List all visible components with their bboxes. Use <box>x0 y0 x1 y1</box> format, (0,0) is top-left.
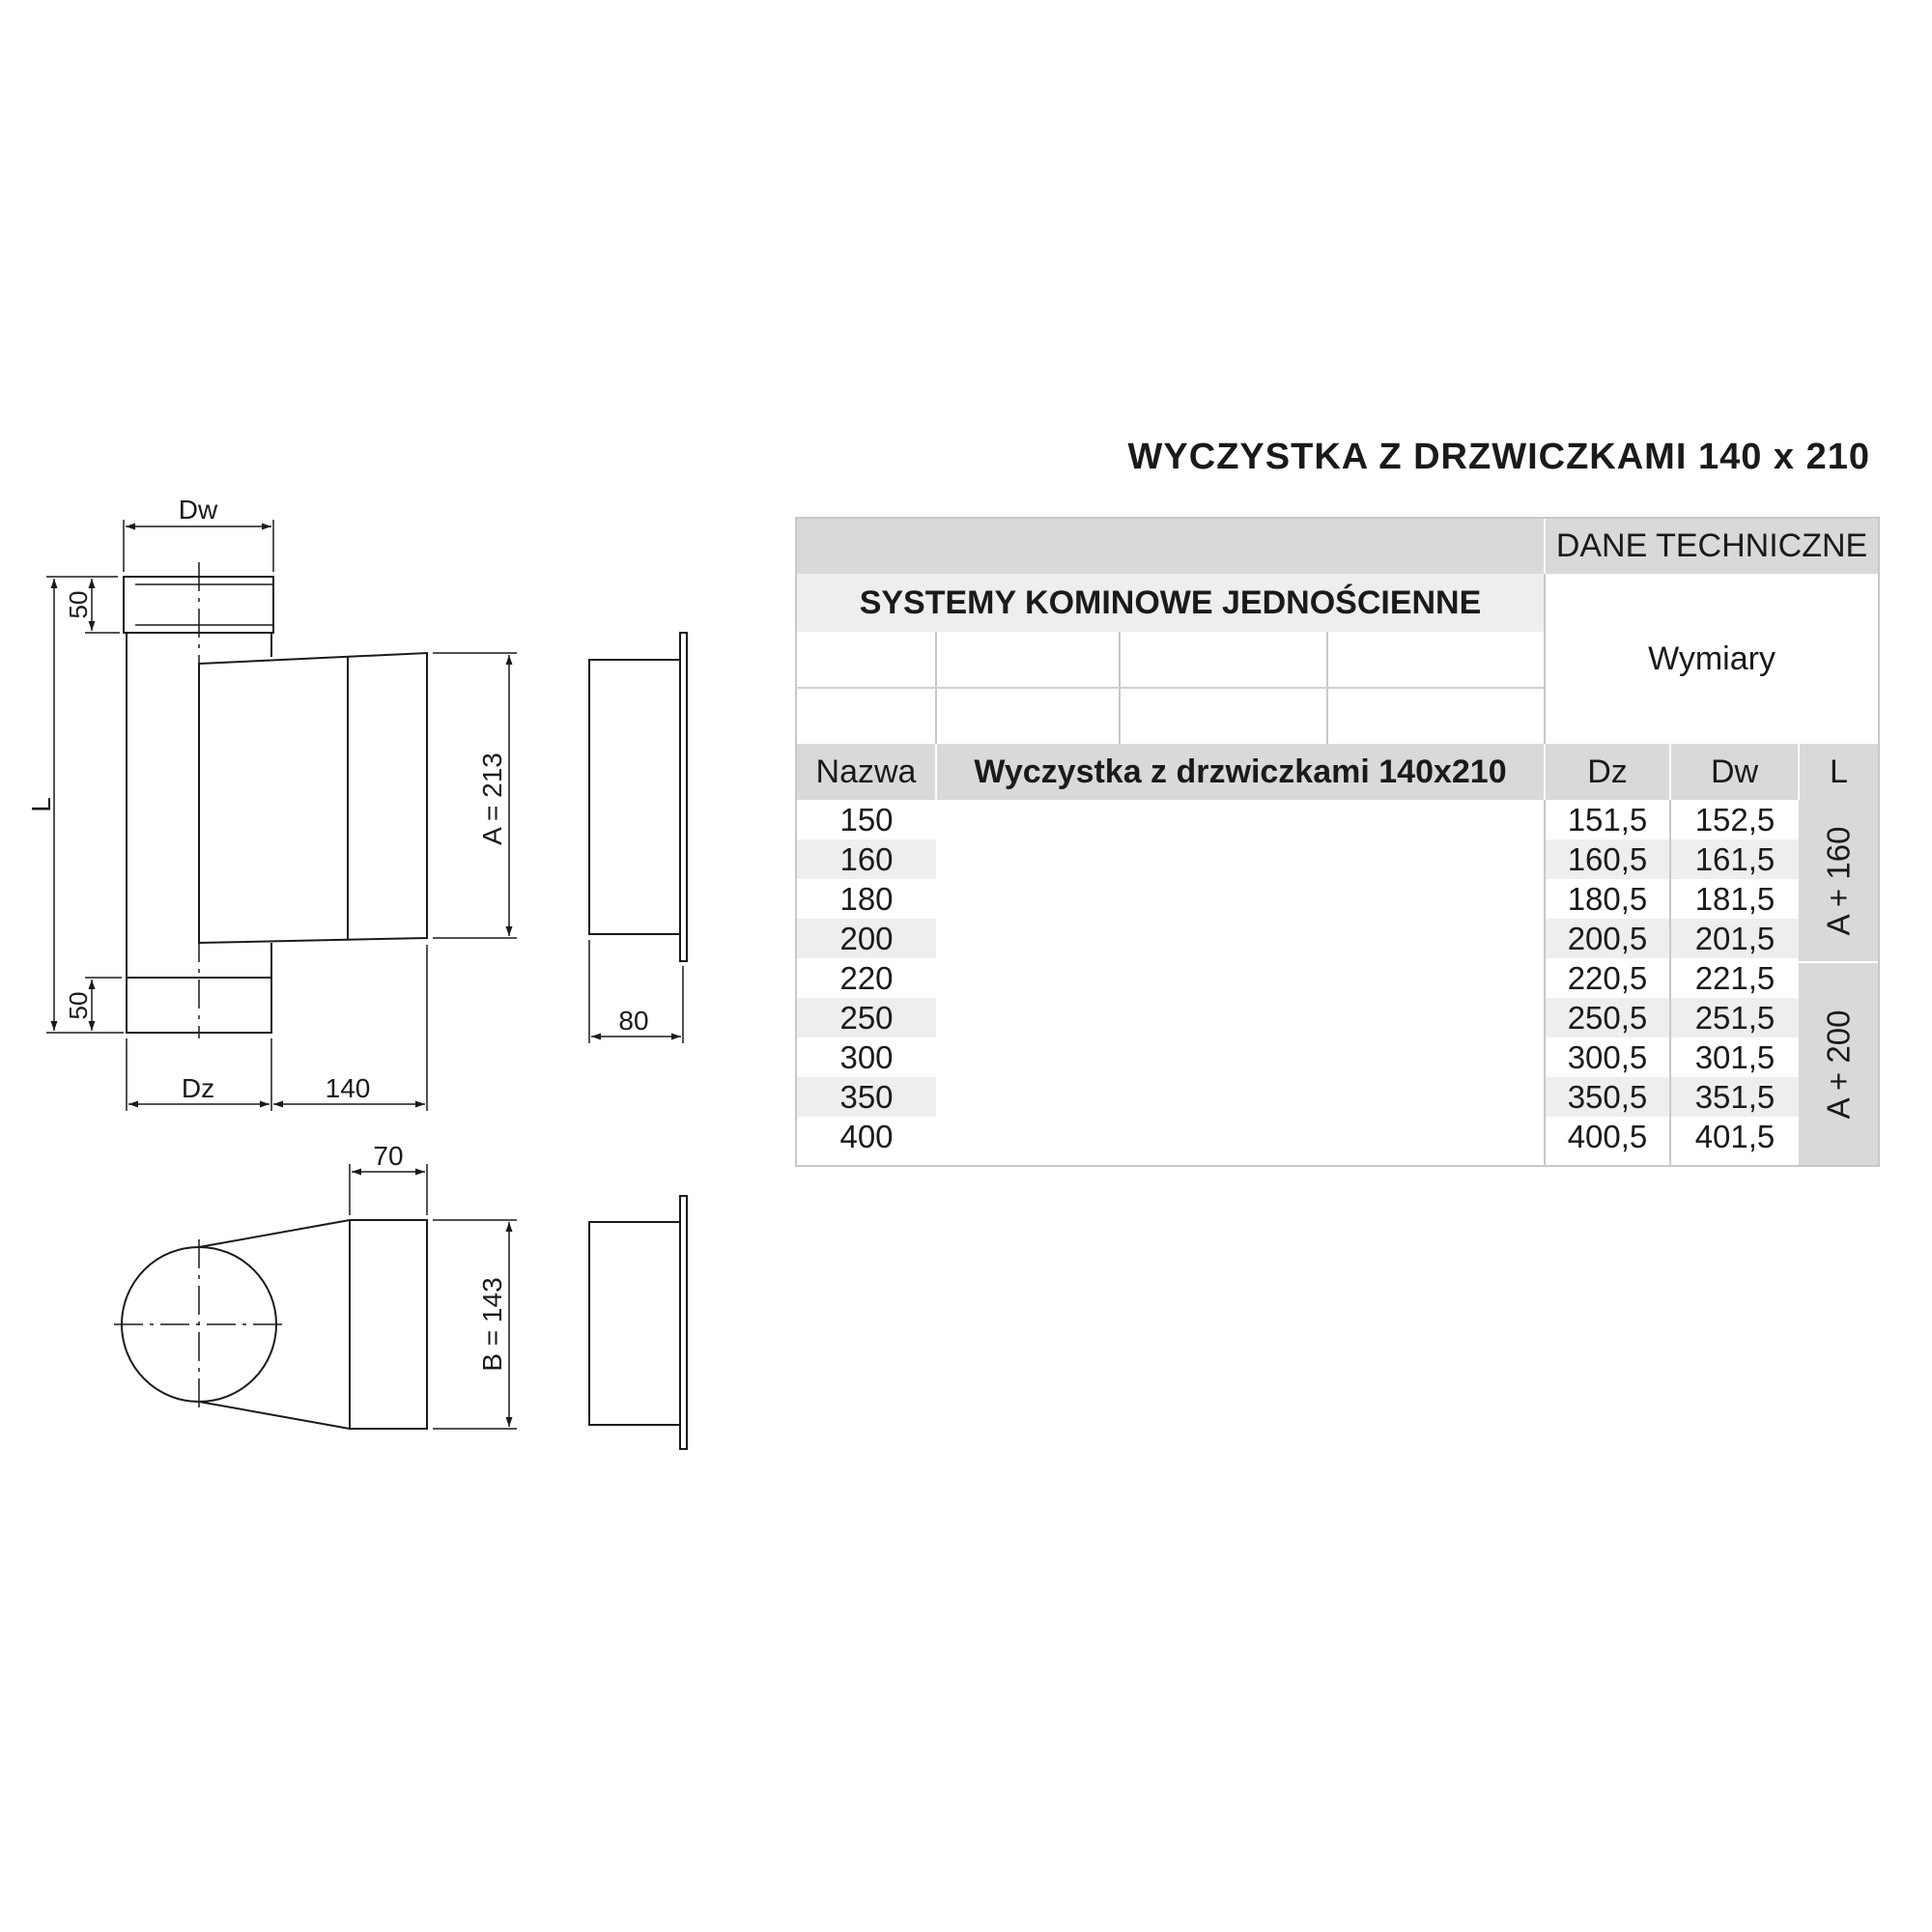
wymiary-header: Wymiary <box>1545 574 1879 744</box>
blank-cell <box>796 632 936 688</box>
dim-a-213-label: A = 213 <box>477 753 507 845</box>
dw-cell: 301,5 <box>1671 1037 1799 1077</box>
dw-cell: 152,5 <box>1671 800 1799 839</box>
table-row <box>1671 1077 1799 1117</box>
dz-cell: 151,5 <box>1546 800 1669 839</box>
dz-cell: 300,5 <box>1546 1037 1669 1077</box>
dz-cell: 200,5 <box>1546 919 1669 958</box>
table-row <box>797 1077 936 1117</box>
dw-cell: 351,5 <box>1671 1077 1799 1117</box>
dz-cell: 250,5 <box>1546 998 1669 1037</box>
dz-cell: 350,5 <box>1546 1077 1669 1117</box>
table-row <box>1546 879 1669 919</box>
dw-cell: 161,5 <box>1671 839 1799 879</box>
dim-l-label: L <box>26 797 56 812</box>
dim-dz-label: Dz <box>181 1073 215 1103</box>
table-row <box>797 1117 936 1156</box>
table-row <box>1671 1117 1799 1156</box>
column-header-product: Wyczystka z drzwiczkami 140x210 <box>936 744 1545 800</box>
page-title: WYCZYSTKA Z DRZWICZKAMI 140 x 210 <box>1127 437 1870 477</box>
table-row <box>1546 1117 1669 1156</box>
dim-b-143-label: B = 143 <box>477 1277 507 1372</box>
table-row <box>1671 879 1799 919</box>
top-view <box>114 1164 517 1429</box>
nazwa-cell: 400 <box>797 1117 936 1156</box>
column-header-dw: Dw <box>1670 744 1799 800</box>
l-column <box>1799 800 1879 1166</box>
table-header-blank <box>796 518 1545 574</box>
dw-cell: 201,5 <box>1671 919 1799 958</box>
table-row <box>797 800 936 839</box>
door-flange <box>680 633 687 961</box>
table-row <box>1546 839 1669 879</box>
table-row <box>1671 998 1799 1037</box>
nazwa-cell: 350 <box>797 1077 936 1117</box>
dz-cell: 160,5 <box>1546 839 1669 879</box>
table-row <box>797 919 936 958</box>
blank-cell <box>796 688 936 744</box>
l-group-1 <box>1799 800 1878 963</box>
dz-cell: 180,5 <box>1546 879 1669 919</box>
blank-cell <box>936 632 1120 688</box>
blank-cell <box>936 688 1120 744</box>
product-blank-column <box>936 800 1545 1166</box>
door-box-top <box>589 1222 680 1425</box>
dim-80-label: 80 <box>618 1006 649 1036</box>
blank-cell <box>1327 632 1545 688</box>
table-row <box>797 998 936 1037</box>
table-row <box>797 1037 936 1077</box>
dw-cell: 181,5 <box>1671 879 1799 919</box>
column-header-nazwa: Nazwa <box>796 744 936 800</box>
door-flange-top <box>680 1196 687 1449</box>
door-side-view <box>589 633 687 1043</box>
nazwa-cell: 220 <box>797 958 936 998</box>
blank-cell <box>1120 688 1327 744</box>
dim-140-label: 140 <box>325 1073 371 1103</box>
table-row <box>1671 1037 1799 1077</box>
dw-column <box>1670 800 1799 1166</box>
nazwa-cell: 150 <box>797 800 936 839</box>
table-row <box>797 839 936 879</box>
systemy-header: SYSTEMY KOMINOWE JEDNOŚCIENNE <box>796 574 1545 632</box>
door-box <box>589 660 680 934</box>
table-row <box>1671 800 1799 839</box>
column-header-dz: Dz <box>1545 744 1670 800</box>
dim-top-50-label: 50 <box>64 590 93 619</box>
dz-cell: 400,5 <box>1546 1117 1669 1156</box>
table-row <box>1546 800 1669 839</box>
l-group-2 <box>1799 963 1878 1165</box>
table-row <box>1546 998 1669 1037</box>
dim-dw-label: Dw <box>178 495 218 525</box>
table-row <box>1671 919 1799 958</box>
table-row <box>797 879 936 919</box>
column-header-l: L <box>1799 744 1879 800</box>
table-row <box>797 958 936 998</box>
table-row <box>1546 958 1669 998</box>
blank-cell <box>1327 688 1545 744</box>
table-row <box>1546 1077 1669 1117</box>
dz-column <box>1545 800 1670 1166</box>
table-row <box>1671 958 1799 998</box>
cleanout-branch <box>199 653 427 943</box>
dane-techniczne-header: DANE TECHNICZNE <box>1545 518 1879 574</box>
dw-cell: 221,5 <box>1671 958 1799 998</box>
nazwa-cell: 300 <box>797 1037 936 1077</box>
table-row <box>1546 919 1669 958</box>
dim-bottom-50-label: 50 <box>64 991 93 1020</box>
nazwa-column <box>796 800 936 1166</box>
dim-70-label: 70 <box>373 1141 404 1171</box>
nazwa-cell: 160 <box>797 839 936 879</box>
table-row <box>1671 839 1799 879</box>
blank-cell <box>1120 632 1327 688</box>
nazwa-cell: 180 <box>797 879 936 919</box>
l-group-label: A + 200 <box>1820 1009 1857 1119</box>
nazwa-cell: 250 <box>797 998 936 1037</box>
l-group-label: A + 160 <box>1820 826 1857 935</box>
dz-cell: 220,5 <box>1546 958 1669 998</box>
dw-cell: 251,5 <box>1671 998 1799 1037</box>
branch-rect <box>350 1220 427 1429</box>
nazwa-cell: 200 <box>797 919 936 958</box>
spec-table <box>795 517 1880 1167</box>
dw-cell: 401,5 <box>1671 1117 1799 1156</box>
door-top-view <box>589 1196 687 1449</box>
front-view <box>46 520 517 1111</box>
table-row <box>1546 1037 1669 1077</box>
